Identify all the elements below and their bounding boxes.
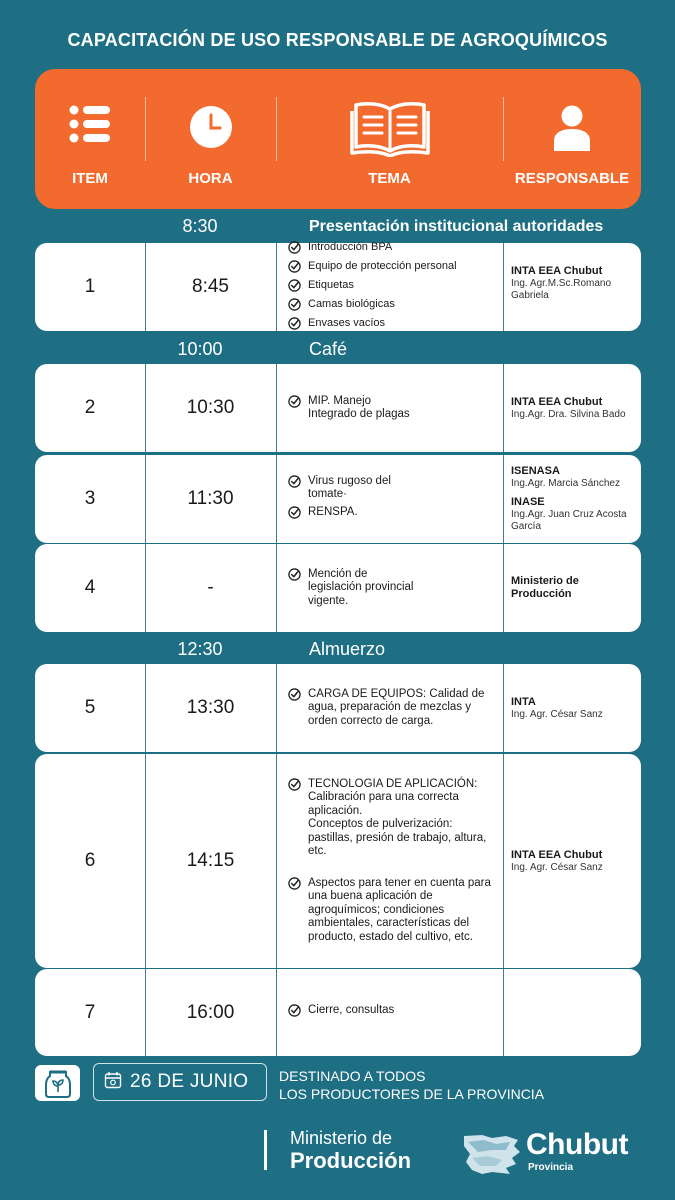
book-icon bbox=[350, 101, 430, 162]
resp-org: INTA EEA Chubut bbox=[511, 848, 603, 861]
header-hora bbox=[145, 69, 276, 209]
tema-line: Introducción BPA bbox=[308, 240, 393, 253]
tema-line: Mención de legislación provincial vigente. bbox=[308, 567, 414, 607]
chubut-provincia: Provincia bbox=[528, 1162, 574, 1173]
chubut-map-icon bbox=[462, 1132, 522, 1176]
check-circle-icon bbox=[288, 241, 302, 258]
row-item: 3 bbox=[84, 488, 96, 509]
resp-name: Ing.Agr. Juan Cruz Acosta García bbox=[511, 509, 627, 532]
row-responsable bbox=[503, 754, 641, 968]
separator-time: 10:00 bbox=[177, 339, 223, 359]
check-circle-icon bbox=[288, 317, 302, 334]
separator-time: 8:30 bbox=[182, 216, 218, 236]
tema-line: Camas biológicas bbox=[308, 297, 395, 310]
row-tema bbox=[276, 455, 503, 543]
tema-line: Envases vacíos bbox=[308, 316, 386, 329]
separator-row bbox=[35, 634, 641, 664]
table-row bbox=[35, 364, 641, 452]
resp-org: INTA bbox=[511, 695, 536, 708]
chubut-name: Chubut bbox=[526, 1128, 628, 1161]
row-tema bbox=[276, 754, 503, 968]
header-tema-label: TEMA bbox=[368, 170, 411, 187]
calendar-icon bbox=[104, 1071, 122, 1094]
row-tema bbox=[276, 664, 503, 752]
audience-text bbox=[279, 1067, 544, 1103]
table-header bbox=[35, 69, 641, 209]
row-item: 2 bbox=[84, 397, 96, 418]
row-tema bbox=[276, 544, 503, 632]
row-hora: 14:15 bbox=[186, 850, 235, 871]
row-responsable bbox=[503, 544, 641, 632]
resp-name: Ing. Agr. César Sanz bbox=[511, 708, 603, 720]
resp-name: Ing. Agr. César Sanz bbox=[511, 861, 603, 873]
header-item-label: ITEM bbox=[72, 170, 108, 187]
person-icon bbox=[553, 105, 591, 156]
header-tema bbox=[276, 69, 503, 209]
row-responsable bbox=[503, 455, 641, 543]
check-circle-icon bbox=[288, 279, 302, 296]
resp-name: Ing.Agr. Marcia Sánchez bbox=[511, 478, 620, 489]
table-row bbox=[35, 664, 641, 752]
separator-row bbox=[35, 211, 641, 241]
tema-line: RENSPA. bbox=[308, 505, 358, 518]
table-row bbox=[35, 240, 641, 331]
tema-line: Etiquetas bbox=[308, 278, 354, 291]
row-responsable bbox=[503, 969, 641, 1056]
check-circle-icon bbox=[288, 568, 302, 586]
row-tema bbox=[276, 240, 503, 331]
table-row bbox=[35, 754, 641, 968]
separator-label: Café bbox=[309, 339, 348, 359]
row-hora: - bbox=[207, 577, 214, 598]
resp-org: INTA EEA Chubut bbox=[511, 395, 603, 408]
row-item: 1 bbox=[84, 276, 96, 297]
ministerio-line1: Ministerio de bbox=[290, 1128, 393, 1148]
check-circle-icon bbox=[288, 475, 302, 493]
row-responsable bbox=[503, 664, 641, 752]
header-item bbox=[35, 69, 145, 209]
check-circle-icon bbox=[288, 506, 302, 524]
header-responsable-label: RESPONSABLE bbox=[514, 170, 630, 187]
row-item: 5 bbox=[84, 697, 96, 718]
tema-line: Virus rugoso del tomate· bbox=[308, 474, 391, 501]
tema-line: Aspectos para tener en cuenta para una buena aplicación de agroquímicos; condiciones ambientales, características del producto, estado del cultivo, etc. bbox=[308, 876, 491, 943]
row-item: 6 bbox=[84, 850, 96, 871]
separator-time: 12:30 bbox=[177, 639, 223, 659]
tema-line: MIP. Manejo Integrado de plagas bbox=[308, 394, 410, 420]
check-circle-icon bbox=[288, 1004, 302, 1022]
row-responsable bbox=[503, 243, 641, 331]
resp-org: ISENASA bbox=[511, 465, 560, 477]
page-title: CAPACITACIÓN DE USO RESPONSABLE DE AGROQUÍMICOS bbox=[67, 30, 608, 50]
resp-org: Ministerio de Producción bbox=[511, 575, 579, 600]
tema-line: Equipo de protección personal bbox=[308, 259, 457, 272]
row-hora: 13:30 bbox=[186, 697, 235, 718]
check-circle-icon bbox=[288, 260, 302, 277]
check-circle-icon bbox=[288, 877, 302, 895]
resp-org: INTA EEA Chubut bbox=[511, 265, 603, 277]
resp-name: Ing.Agr. Dra. Silvina Bado bbox=[511, 408, 626, 420]
row-hora: 8:45 bbox=[192, 276, 229, 297]
resp-name: Ing. Agr.M.Sc.Romano Gabriela bbox=[511, 278, 612, 301]
list-icon bbox=[69, 105, 111, 148]
separator-row bbox=[35, 334, 641, 364]
resp-org: INASE bbox=[511, 496, 545, 508]
table-row bbox=[35, 544, 641, 632]
check-circle-icon bbox=[288, 688, 302, 706]
header-hora-label: HORA bbox=[188, 170, 233, 187]
check-circle-icon bbox=[288, 395, 302, 413]
separator-label: Presentación institucional autoridades bbox=[309, 218, 604, 235]
tema-line: TECNOLOGIA DE APLICACIÓN: Calibración para una correcta aplicación. Conceptos de pulverización: pastillas, presión de trabajo, altura, etc. bbox=[308, 777, 487, 858]
event-date-text: 26 DE JUNIO bbox=[130, 1071, 249, 1092]
ministerio-line2: Producción bbox=[290, 1148, 412, 1173]
audience-line: DESTINADO A TODOS bbox=[279, 1068, 426, 1084]
tema-line: Cierre, consultas bbox=[308, 1003, 395, 1016]
header-responsable bbox=[503, 69, 641, 209]
clock-icon bbox=[189, 105, 233, 154]
audience-line: LOS PRODUCTORES DE LA PROVINCIA bbox=[279, 1086, 545, 1102]
row-hora: 10:30 bbox=[186, 397, 235, 418]
row-tema bbox=[276, 969, 503, 1056]
plant-jar-icon bbox=[35, 1065, 80, 1101]
check-circle-icon bbox=[288, 778, 302, 796]
separator-label: Almuerzo bbox=[309, 639, 386, 659]
row-tema bbox=[276, 364, 503, 452]
row-hora: 16:00 bbox=[186, 1001, 235, 1023]
tema-line: CARGA DE EQUIPOS: Calidad de agua, preparación de mezclas y orden correcto de carga. bbox=[308, 687, 485, 727]
row-item: 7 bbox=[84, 1001, 96, 1023]
table-row bbox=[35, 455, 641, 543]
row-hora: 11:30 bbox=[187, 488, 234, 509]
check-circle-icon bbox=[288, 298, 302, 315]
row-responsable bbox=[503, 364, 641, 452]
event-date bbox=[93, 1063, 267, 1101]
row-item: 4 bbox=[84, 577, 96, 598]
table-row bbox=[35, 969, 641, 1056]
